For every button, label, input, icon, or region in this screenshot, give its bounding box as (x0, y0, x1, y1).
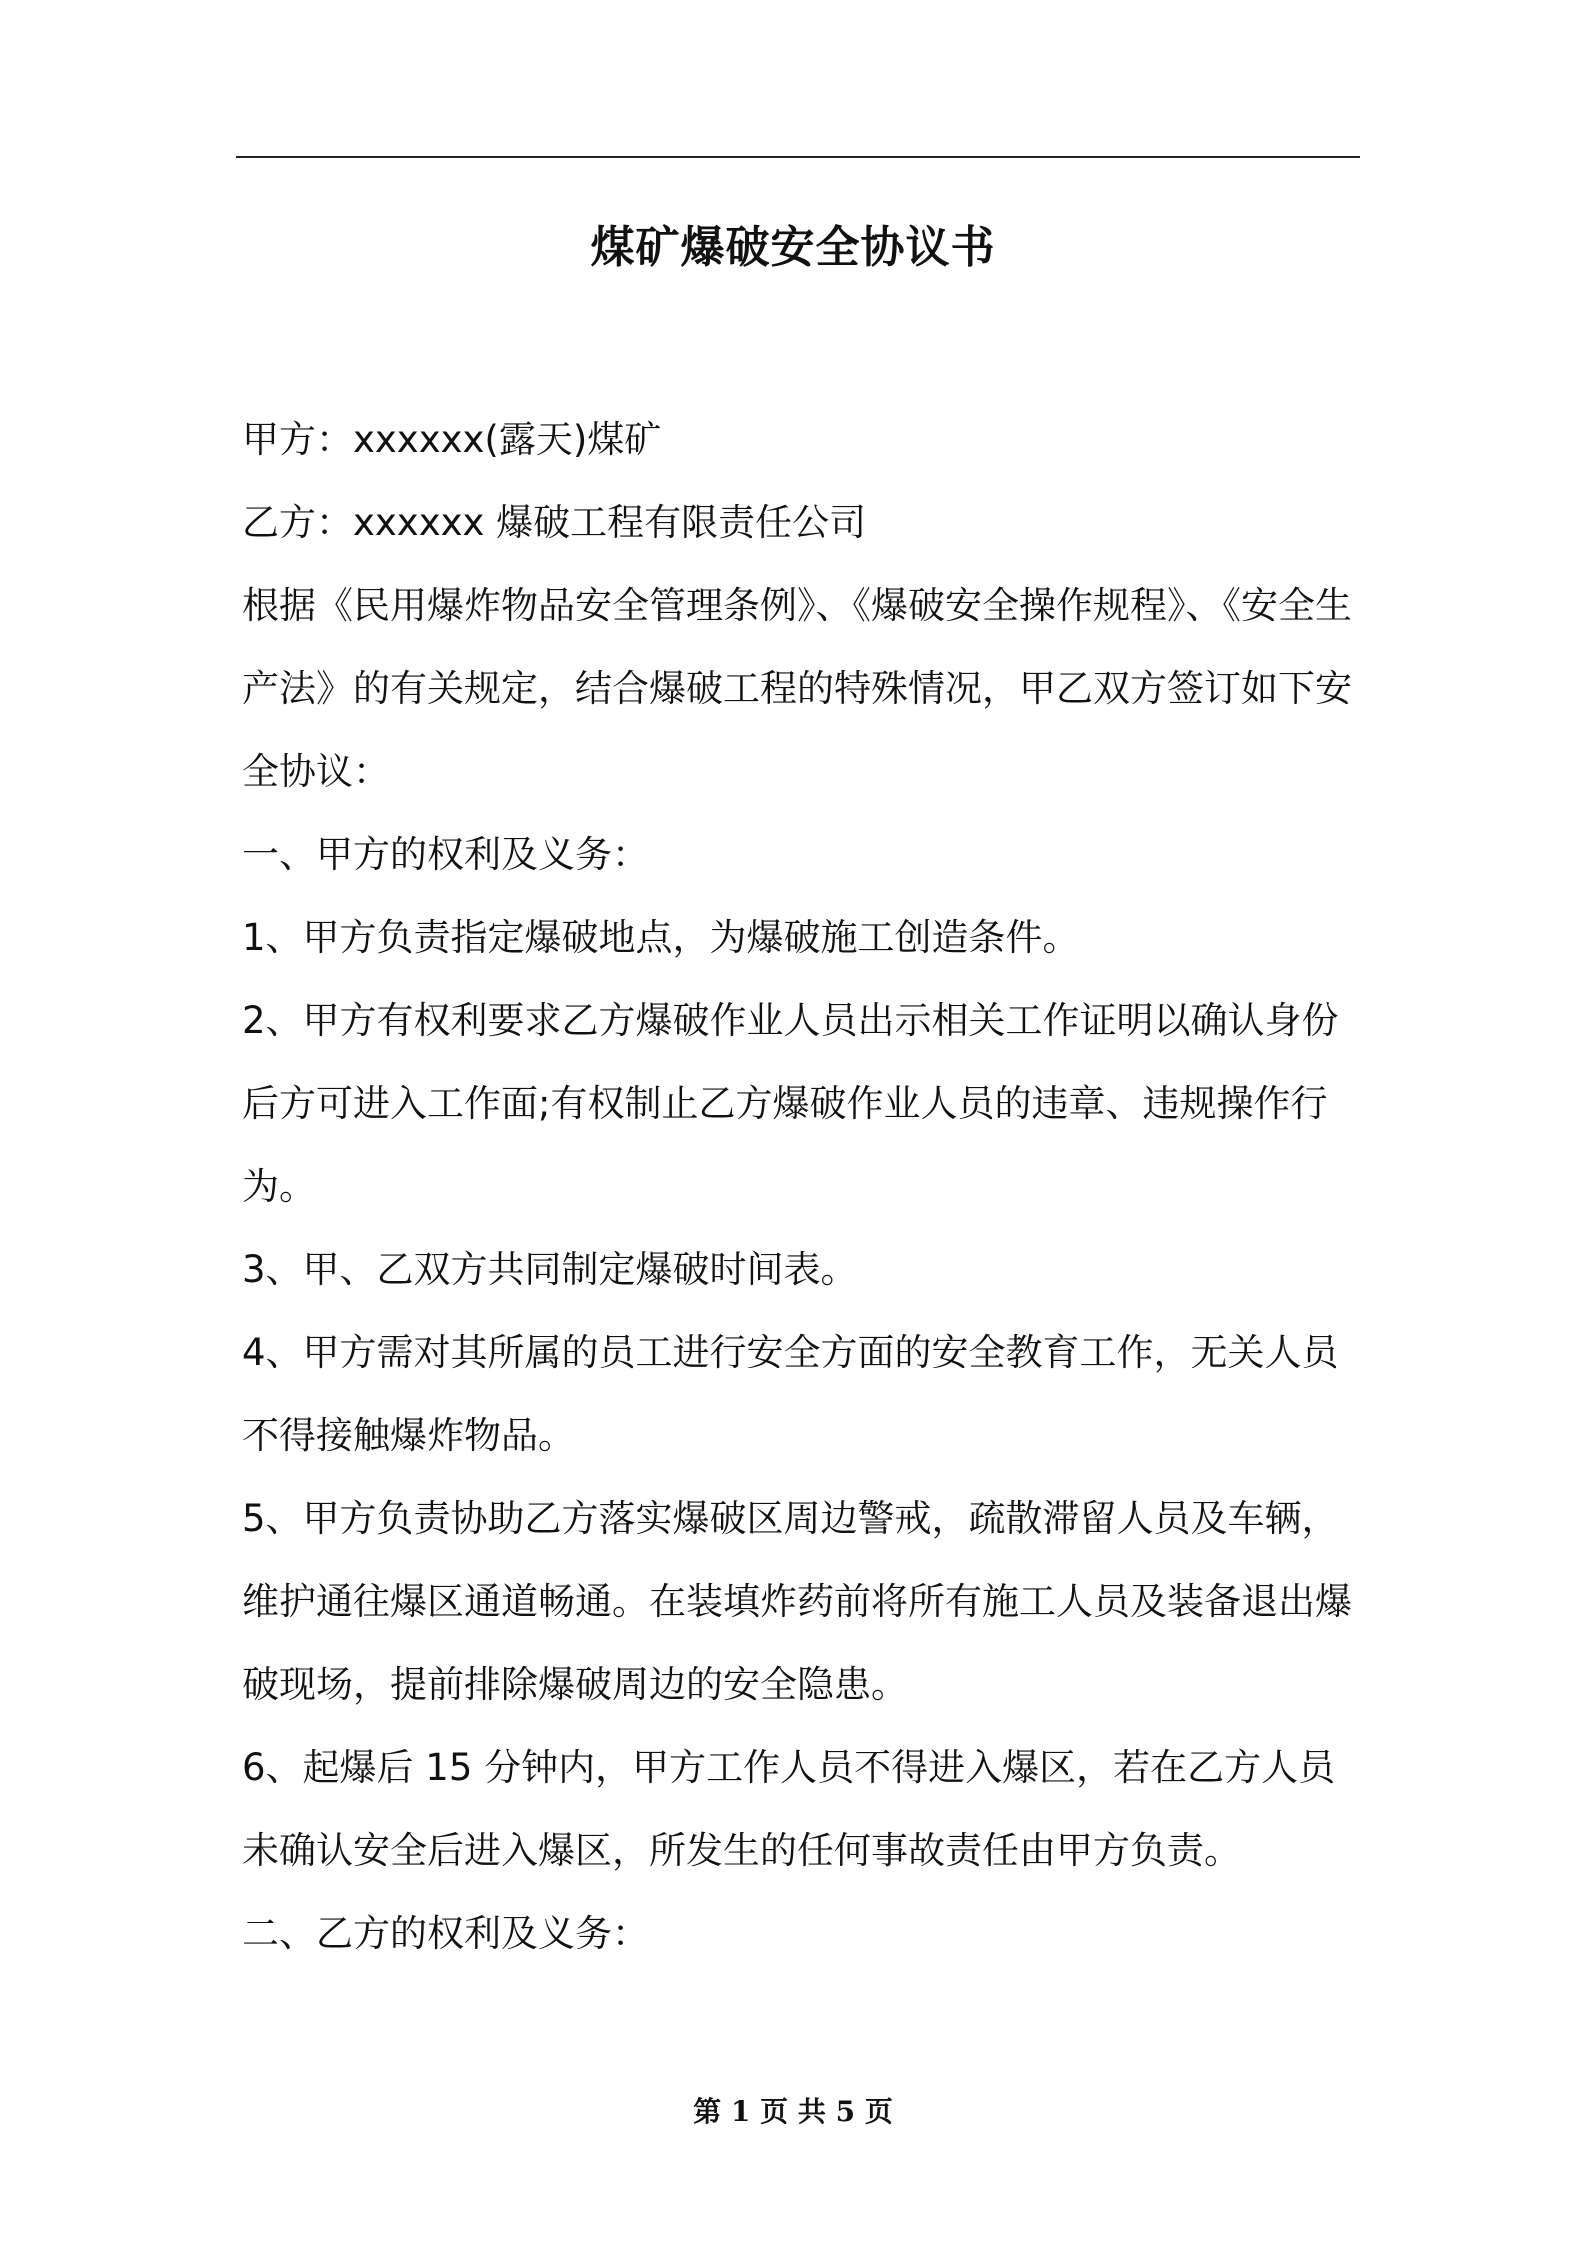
header-rule (236, 156, 1360, 158)
party-b-line: 乙方：xxxxxx 爆破工程有限责任公司 (242, 501, 867, 544)
preamble-paragraph: 根据《民用爆炸物品安全管理条例》、《爆破安全操作规程》、《安全生产法》的有关规定，结合爆破工程的特殊情况，甲乙双方签订如下安全协议： (242, 584, 1352, 793)
document-body (242, 398, 1358, 1975)
clause-a3: 3、甲、乙双方共同制定爆破时间表。 (242, 1248, 858, 1291)
section-heading-party-b: 二、乙方的权利及义务： (242, 1912, 649, 1955)
section-heading-party-a: 一、甲方的权利及义务： (242, 833, 649, 876)
page-number-footer: 第 1 页 共 5 页 (693, 2095, 893, 2128)
clause-a2: 2、甲方有权利要求乙方爆破作业人员出示相关工作证明以确认身份后方可进入工作面;有权制止乙方爆破作业人员的违章、违规操作行为。 (242, 999, 1339, 1208)
clause-a1: 1、甲方负责指定爆破地点，为爆破施工创造条件。 (242, 916, 1080, 959)
party-a-line: 甲方：xxxxxx(露天)煤矿 (242, 418, 662, 461)
clause-a6: 6、起爆后 15 分钟内，甲方工作人员不得进入爆区，若在乙方人员未确认安全后进入爆区，所发生的任何事故责任由甲方负责。 (242, 1746, 1336, 1872)
clause-a5: 5、甲方负责协助乙方落实爆破区周边警戒，疏散滞留人员及车辆，维护通往爆区通道畅通。在装填炸药前将所有施工人员及装备退出爆破现场，提前排除爆破周边的安全隐患。 (242, 1497, 1352, 1706)
document-title: 煤矿爆破安全协议书 (590, 222, 996, 273)
clause-a4: 4、甲方需对其所属的员工进行安全方面的安全教育工作，无关人员不得接触爆炸物品。 (242, 1331, 1339, 1457)
